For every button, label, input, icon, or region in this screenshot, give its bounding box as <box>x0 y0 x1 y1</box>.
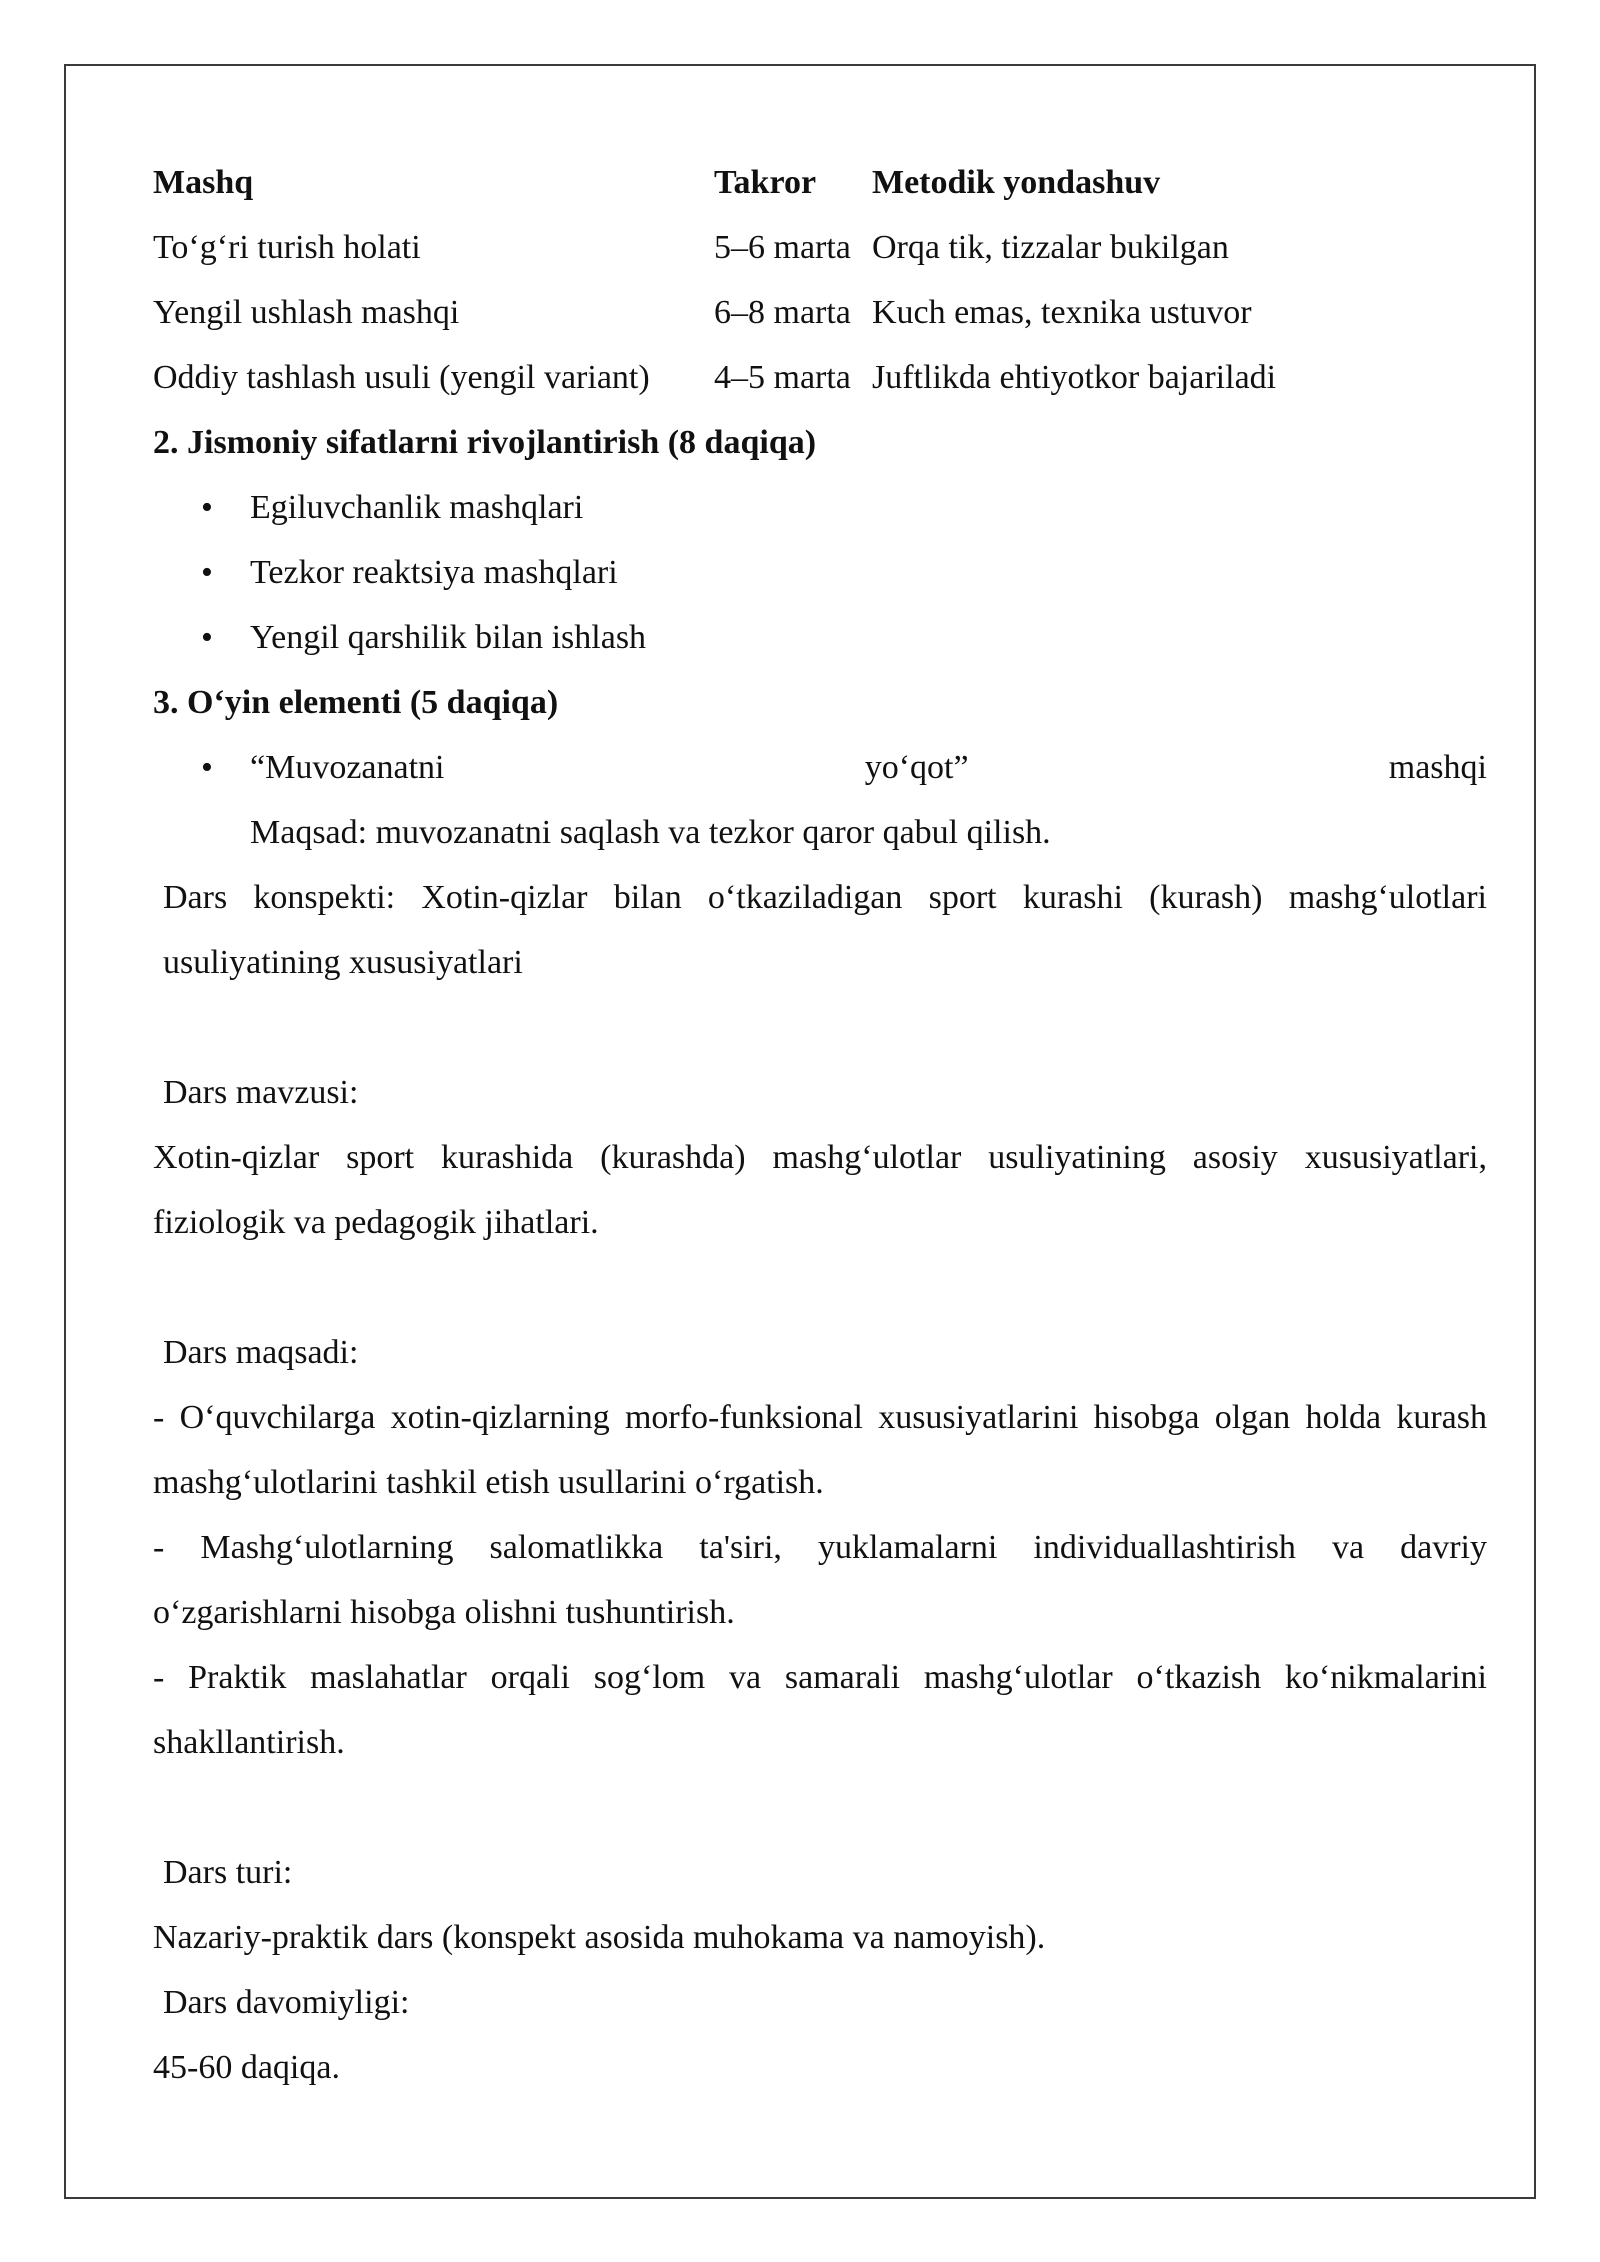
table-cell: To‘g‘ri turish holati <box>153 228 421 266</box>
davomiylik-label: Dars davomiyligi: <box>163 1984 410 2021</box>
document-body <box>153 150 1487 2100</box>
table-cell: Kuch emas, texnika ustuvor <box>872 293 1252 331</box>
table-row <box>153 280 1276 345</box>
bullet-icon: • <box>201 489 213 526</box>
maqsad-label: Dars maqsadi: <box>163 1334 359 1371</box>
list-item-text: Yengil qarshilik bilan ishlash <box>250 619 647 656</box>
table-header-row <box>153 150 1276 215</box>
goal-text: Maqsad: muvozanatni saqlash va tezkor qaror qabul qilish. <box>250 814 1051 851</box>
list-item <box>153 735 1487 800</box>
exercise-table <box>153 150 1276 410</box>
spacer <box>153 1775 1487 1840</box>
table-cell: Juftlikda ehtiyotkor bajariladi <box>872 358 1277 396</box>
table-row <box>153 345 1276 410</box>
section-heading: 2. Jismoniy sifatlarni rivojlantirish (8 daqiqa) <box>153 424 817 461</box>
bullet-icon: • <box>201 554 213 591</box>
list-item <box>153 605 1487 670</box>
bullet-icon: • <box>201 749 213 786</box>
table-row <box>153 215 1276 280</box>
mavzu-label: Dars mavzusi: <box>163 1074 359 1111</box>
table-header-cell: Takror <box>714 163 817 201</box>
davomiylik-text: 45-60 daqiqa. <box>153 2049 340 2086</box>
turi-label: Dars turi: <box>163 1854 293 1891</box>
mavzu-paragraph: Xotin-qizlar sport kurashida (kurashda) mashg‘ulotlar usuliyatining asosiy xususiyatlari, fiziologik va pedagogik jihatlari. <box>153 1139 1487 1241</box>
maqsad-point: - Praktik maslahatlar orqali sog‘lom va samarali mashg‘ulotlar o‘tkazish ko‘nikmalarini shakllantirish. <box>153 1659 1487 1761</box>
bullet-icon: • <box>201 619 213 656</box>
list-item-text <box>250 735 1487 800</box>
maqsad-point: - Mashg‘ulotlarning salomatlikka ta'siri, yuklamalarni individuallashtirish va davriy o‘zgarishlarni hisobga olishni tushuntirish. <box>153 1529 1487 1631</box>
spacer <box>153 995 1487 1060</box>
list-item-text: Egiluvchanlik mashqlari <box>250 489 584 526</box>
list-item <box>153 540 1487 605</box>
spacer <box>153 1255 1487 1320</box>
table-cell: Yengil ushlash mashqi <box>153 293 460 331</box>
word: “Muvozanatni <box>250 749 445 786</box>
table-cell: 6–8 marta <box>714 293 851 331</box>
table-header-cell: Mashq <box>153 163 254 201</box>
word: yo‘qot” <box>864 749 969 786</box>
table-cell: Oddiy tashlash usuli (yengil variant) <box>153 358 650 396</box>
word: mashqi <box>1388 749 1487 786</box>
table-header-cell: Metodik yondashuv <box>872 163 1161 201</box>
maqsad-point: - O‘quvchilarga xotin-qizlarning morfo-funksional xususiyatlarini hisobga olgan holda kurash mashg‘ulotlarini tashkil etish usullarini o‘rgatish. <box>153 1399 1487 1501</box>
table-cell: 4–5 marta <box>714 358 851 396</box>
table-cell: 5–6 marta <box>714 228 851 266</box>
list-item-text: Tezkor reaktsiya mashqlari <box>250 554 618 591</box>
table-cell: Orqa tik, tizzalar bukilgan <box>872 228 1229 266</box>
konspekt-paragraph: Dars konspekti: Xotin-qizlar bilan o‘tkaziladigan sport kurashi (kurash) mashg‘ulotlari usuliyatining xususiyatlari <box>163 879 1487 981</box>
section-heading: 3. O‘yin elementi (5 daqiqa) <box>153 684 559 721</box>
turi-text: Nazariy-praktik dars (konspekt asosida muhokama va namoyish). <box>153 1919 1046 1956</box>
list-item <box>153 475 1487 540</box>
